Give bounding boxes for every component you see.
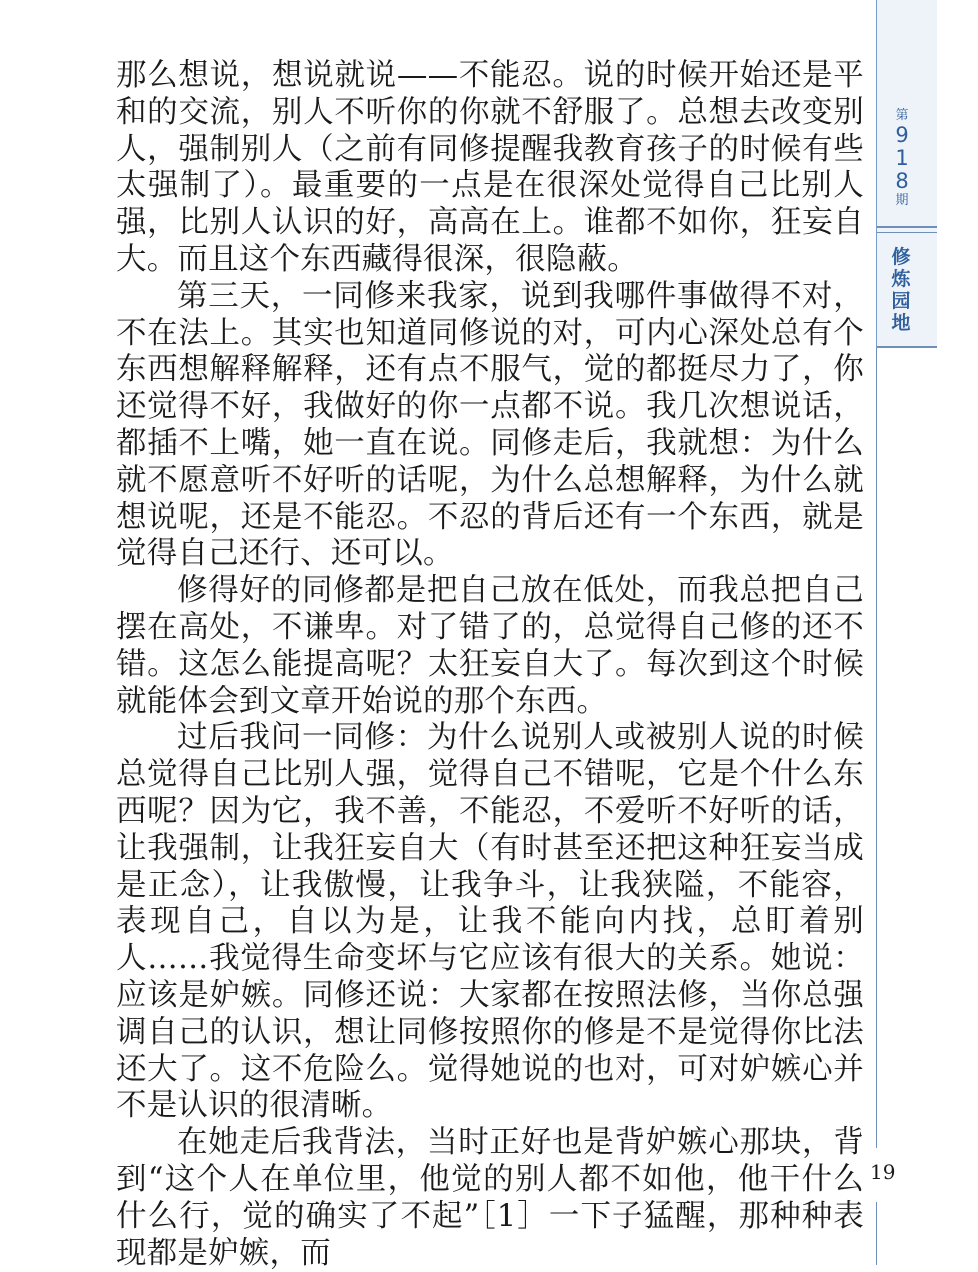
divider — [877, 346, 937, 348]
issue-digit: 1 — [895, 146, 909, 170]
paragraph: 修得好的同修都是把自己放在低处，而我总把自己摆在高处，不谦卑。对了错了的，总觉得自己修的还不错。这怎么能提高呢？太狂妄自大了。每次到这个时候就能体会到文章开始说的那个东西。 — [116, 573, 864, 719]
margin-rule — [876, 1202, 877, 1265]
column-title-char: 地 — [891, 312, 911, 334]
column-title-char: 园 — [891, 290, 911, 312]
article-body — [116, 58, 864, 1272]
issue-suffix: 期 — [895, 193, 909, 208]
paragraph: 过后我问一同修：为什么说别人或被别人说的时候总觉得自己比别人强，觉得自己不错呢，它是个什么东西呢？因为它，我不善，不能忍，不爱听不好听的话，让我强制，让我狂妄自大（有时甚至还把这种狂妄当成是正念），让我傲慢，让我争斗，让我狭隘，不能容，表现自己，自以为是，让我不能向内找，总盯着别人……我觉得生命变坏与它应该有很大的关系。她说：应该是妒嫉。同修还说：大家都在按照法修，当你总强调自己的认识，想让同修按照你的修是不是觉得你比法还大了。这不危险么。觉得她说的也对，可对妒嫉心并不是认识的很清晰。 — [116, 720, 864, 1124]
page-number: 19 — [870, 1160, 896, 1184]
issue-digit: 9 — [895, 123, 909, 147]
column-title-char: 修 — [891, 246, 911, 268]
issue-digit: 8 — [895, 169, 909, 193]
divider — [877, 226, 937, 228]
issue-prefix: 第 — [895, 108, 909, 123]
side-tab — [876, 0, 937, 348]
paragraph: 那么想说，想说就说——不能忍。说的时候开始还是平和的交流，别人不听你的你就不舒服了。总想去改变别人，强制别人（之前有同修提醒我教育孩子的时候有些太强制了）。最重要的一点是在很深处觉得自己比别人强，比别人认识的好，高高在上。谁都不如你，狂妄自大。而且这个东西藏得很深，很隐蔽。 — [116, 58, 864, 277]
margin-rule — [876, 348, 877, 1148]
divider — [877, 232, 937, 233]
paragraph: 第三天，一同修来我家，说到我哪件事做得不对，不在法上。其实也知道同修说的对，可内心深处总有个东西想解释解释，还有点不服气，觉的都挺尽力了，你还觉得不好，我做好的你一点都不说。我几次想说话，都插不上嘴，她一直在说。同修走后，我就想：为什么就不愿意听不好听的话呢，为什么总想解释，为什么就想说呢，还是不能忍。不忍的背后还有一个东西，就是觉得自己还行、还可以。 — [116, 278, 864, 572]
paragraph: 在她走后我背法，当时正好也是背妒嫉心那块，背到“这个人在单位里，他觉的别人都不如他，他干什么什么行，觉的确实了不起”［1］一下子猛醒，那种种表现都是妒嫉，而 — [116, 1125, 864, 1271]
column-title-char: 炼 — [891, 268, 911, 290]
column-title — [877, 246, 937, 334]
issue-number — [877, 108, 937, 226]
